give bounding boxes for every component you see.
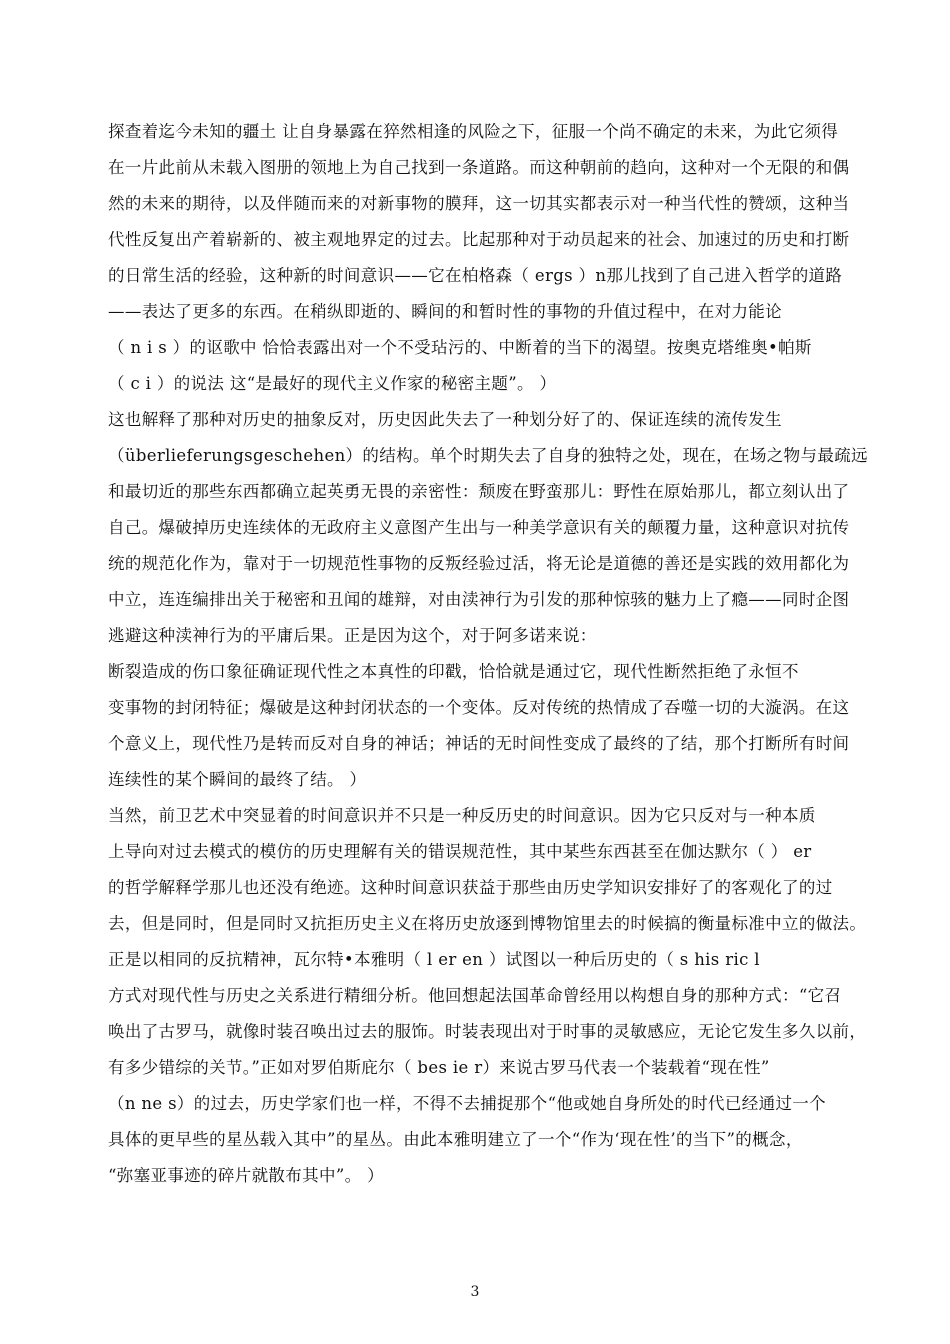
body-text-line: 统的规范化作为，靠对于一切规范性事物的反叛经验过活，将无论是道德的善还是实践的效用都化为 [108, 554, 850, 573]
body-text-line: （ c i ）的说法 这“是最好的现代主义作家的秘密主题”。 ） [108, 374, 557, 393]
body-text-line: （überlieferungsgeschehen）的结构。单个时期失去了自身的独特之处，现在，在场之物与最疏远 [108, 446, 868, 465]
body-text-line: 探查着迄今未知的疆土 让自身暴露在猝然相逢的风险之下，征服一个尚不确定的未来，为此它须得 [108, 122, 839, 141]
body-text-line: 和最切近的那些东西都确立起英勇无畏的亲密性：颓废在野蛮那儿：野性在原始那儿，都立刻认出了 [108, 482, 850, 501]
block-quote-line: 连续性的某个瞬间的最终了结。 ） [108, 770, 367, 789]
body-text-line: 具体的更早些的星丛载入其中”的星丛。由此本雅明建立了一个“作为‘现在性’的当下”的概念， [108, 1130, 803, 1149]
body-text-line: 自己。爆破掉历史连续体的无政府主义意图产生出与一种美学意识有关的颠覆力量，这种意识对抗传 [108, 518, 850, 537]
block-quote-line: 断裂造成的伤口象征确证现代性之本真性的印戳，恰恰就是通过它，现代性断然拒绝了永恒不 [108, 662, 799, 681]
body-text-line: 正是以相同的反抗精神，瓦尔特•本雅明（ l er en ）试图以一种后历史的（ s his ric l [108, 950, 760, 969]
body-text-line: 唤出了古罗马，就像时装召唤出过去的服饰。时装表现出对于时事的灵敏感应，无论它发生多久以前， [108, 1022, 867, 1041]
paragraph-first-line: 这也解释了那种对历史的抽象反对，历史因此失去了一种划分好了的、保证连续的流传发生 [108, 410, 782, 429]
block-quote-line: 个意义上，现代性乃是转而反对自身的神话；神话的无时间性变成了最终的了结，那个打断所有时间 [108, 734, 850, 753]
body-text-line: 然的未来的期待，以及伴随而来的对新事物的膜拜，这一切其实都表示对一种当代性的赞颂，这种当 [108, 194, 850, 213]
body-text-line: ——表达了更多的东西。在稍纵即逝的、瞬间的和暂时性的事物的升值过程中，在对力能论 [108, 302, 782, 321]
block-quote-line: 变事物的封闭特征；爆破是这种封闭状态的一个变体。反对传统的热情成了吞噬一切的大漩涡。在这 [108, 698, 850, 717]
page-number: 3 [470, 1284, 480, 1300]
body-text-line: “弥塞亚事迹的碎片就散布其中”。 ） [108, 1166, 384, 1185]
body-text-line: 中立，连连编排出关于秘密和丑闻的雄辩，对由渎神行为引发的那种惊骇的魅力上了瘾——同时企图 [108, 590, 850, 609]
body-text-line: 在一片此前从未载入图册的领地上为自己找到一条道路。而这种朝前的趋向，这种对一个无限的和偶 [108, 158, 850, 177]
body-text-line: （n ne s）的过去，历史学家们也一样，不得不去捕捉那个“他或她自身所处的时代已经通过一个 [108, 1094, 827, 1113]
body-text-line: （ n i s ）的讴歌中 恰恰表露出对一个不受玷污的、中断着的当下的渴望。按奥克塔维奥•帕斯 [108, 338, 812, 357]
body-text-line: 代性反复出产着崭新的、被主观地界定的过去。比起那种对于动员起来的社会、加速过的历史和打断 [108, 230, 850, 249]
body-text-line: 的哲学解释学那儿也还没有绝迹。这种时间意识获益于那些由历史学知识安排好了的客观化了的过 [108, 878, 833, 897]
body-text-line: 的日常生活的经验，这种新的时间意识——它在柏格森（ ergs ）n那儿找到了自己进入哲学的道路 [108, 266, 843, 285]
body-text-line: 逃避这种渎神行为的平庸后果。正是因为这个，对于阿多诺来说： [108, 626, 597, 645]
body-text-line: 上导向对过去模式的模仿的历史理解有关的错误规范性，其中某些东西甚至在伽达默尔（ ） er [108, 842, 812, 861]
body-text-line: 有多少错综的关节。”正如对罗伯斯庇尔（ bes ie r）来说古罗马代表一个装载着“现在性” [108, 1058, 770, 1077]
body-text-line: 去，但是同时，但是同时又抗拒历史主义在将历史放逐到博物馆里去的时候搞的衡量标准中立的做法。 [108, 914, 867, 933]
paragraph-first-line: 当然，前卫艺术中突显着的时间意识并不只是一种反历史的时间意识。因为它只反对与一种本质 [108, 806, 816, 825]
body-text-line: 方式对现代性与历史之关系进行精细分析。他回想起法国革命曾经用以构想自身的那种方式：“它召 [108, 986, 842, 1005]
